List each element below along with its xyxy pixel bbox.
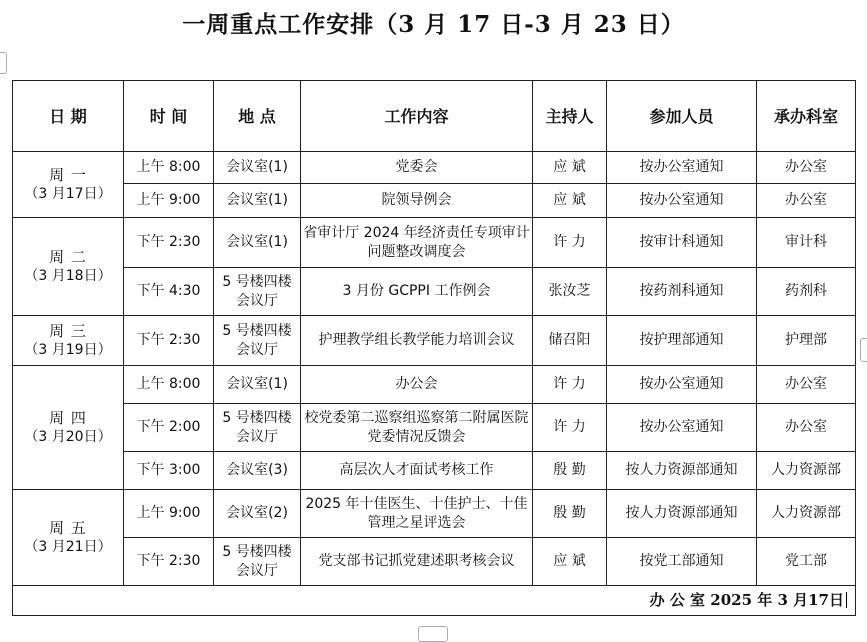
cell-place[interactable]: 5 号楼四楼会议厅 xyxy=(214,404,301,452)
day-cell-friday[interactable] xyxy=(13,490,124,586)
cell-time[interactable]: 下午 2:30 xyxy=(124,218,214,268)
cell-time[interactable]: 上午 8:00 xyxy=(124,152,214,184)
cell-place[interactable]: 会议室(1) xyxy=(214,152,301,184)
page-title: 一周重点工作安排（3 月 17 日-3 月 23 日） xyxy=(182,11,685,38)
left-margin-handle[interactable] xyxy=(0,52,7,74)
day-cell-wednesday[interactable] xyxy=(13,316,124,366)
cell-dept[interactable]: 办公室 xyxy=(757,366,856,404)
cell-time[interactable]: 上午 8:00 xyxy=(124,366,214,404)
header-participants[interactable]: 参加人员 xyxy=(607,81,757,152)
cell-dept[interactable]: 人力资源部 xyxy=(757,490,856,538)
table-row xyxy=(13,404,856,452)
cell-time[interactable]: 上午 9:00 xyxy=(124,490,214,538)
day-date: （3 月21日） xyxy=(24,538,112,555)
cell-dept[interactable]: 办公室 xyxy=(757,404,856,452)
cell-host[interactable]: 储召阳 xyxy=(533,316,607,366)
header-host[interactable]: 主持人 xyxy=(533,81,607,152)
schedule-table xyxy=(12,80,856,616)
cell-dept[interactable]: 审计科 xyxy=(757,218,856,268)
cell-content[interactable]: 院领导例会 xyxy=(301,184,533,218)
cell-participants[interactable]: 按药剂科通知 xyxy=(607,268,757,316)
day-name: 周 五 xyxy=(49,518,87,537)
cell-content[interactable]: 党委会 xyxy=(301,152,533,184)
day-name: 周 四 xyxy=(49,408,87,427)
cell-content[interactable]: 校党委第二巡察组巡察第二附属医院党委情况反馈会 xyxy=(301,404,533,452)
cell-dept[interactable]: 党工部 xyxy=(757,538,856,586)
cell-participants[interactable]: 按护理部通知 xyxy=(607,316,757,366)
day-cell-monday[interactable] xyxy=(13,152,124,218)
cell-host[interactable]: 殷 勤 xyxy=(533,452,607,490)
cell-time[interactable]: 下午 3:00 xyxy=(124,452,214,490)
cell-dept[interactable]: 药剂科 xyxy=(757,268,856,316)
cell-host[interactable]: 许 力 xyxy=(533,366,607,404)
cell-participants[interactable]: 按办公室通知 xyxy=(607,184,757,218)
cell-host[interactable]: 应 斌 xyxy=(533,152,607,184)
cell-content[interactable]: 3 月份 GCPPI 工作例会 xyxy=(301,268,533,316)
cell-participants[interactable]: 按办公室通知 xyxy=(607,152,757,184)
day-date: （3 月17日） xyxy=(24,185,112,202)
cell-participants[interactable]: 按党工部通知 xyxy=(607,538,757,586)
cell-content[interactable]: 2025 年十佳医生、十佳护士、十佳管理之星评选会 xyxy=(301,490,533,538)
cell-content[interactable]: 高层次人才面试考核工作 xyxy=(301,452,533,490)
cell-dept[interactable]: 办公室 xyxy=(757,184,856,218)
day-date: （3 月20日） xyxy=(24,428,112,445)
cell-dept[interactable]: 办公室 xyxy=(757,152,856,184)
day-cell-thursday[interactable] xyxy=(13,366,124,490)
cell-place[interactable]: 5 号楼四楼会议厅 xyxy=(214,316,301,366)
table-row xyxy=(13,490,856,538)
cell-place[interactable]: 5 号楼四楼会议厅 xyxy=(214,268,301,316)
cell-time[interactable]: 下午 4:30 xyxy=(124,268,214,316)
cell-participants[interactable]: 按人力资源部通知 xyxy=(607,452,757,490)
cell-participants[interactable]: 按人力资源部通知 xyxy=(607,490,757,538)
cell-dept[interactable]: 人力资源部 xyxy=(757,452,856,490)
table-row xyxy=(13,152,856,184)
cell-host[interactable]: 应 斌 xyxy=(533,184,607,218)
cell-content[interactable]: 党支部书记抓党建述职考核会议 xyxy=(301,538,533,586)
day-name: 周 三 xyxy=(49,321,87,340)
cell-time[interactable]: 下午 2:30 xyxy=(124,316,214,366)
signature-text: 办 公 室 2025 年 3 月17日 xyxy=(649,591,844,609)
header-place[interactable]: 地 点 xyxy=(214,81,301,152)
day-date: （3 月18日） xyxy=(24,267,112,284)
cell-content[interactable]: 护理教学组长教学能力培训会议 xyxy=(301,316,533,366)
table-resize-handle[interactable] xyxy=(418,626,448,642)
table-row xyxy=(13,452,856,490)
header-date[interactable]: 日 期 xyxy=(13,81,124,152)
header-content[interactable]: 工作内容 xyxy=(301,81,533,152)
cell-place[interactable]: 会议室(3) xyxy=(214,452,301,490)
cell-host[interactable]: 应 斌 xyxy=(533,538,607,586)
table-row xyxy=(13,538,856,586)
cell-place[interactable]: 会议室(2) xyxy=(214,490,301,538)
right-margin-handle[interactable] xyxy=(860,338,867,362)
footer-row xyxy=(13,586,856,616)
table-row xyxy=(13,268,856,316)
cell-time[interactable]: 下午 2:00 xyxy=(124,404,214,452)
cell-host[interactable]: 许 力 xyxy=(533,218,607,268)
signature-cell[interactable] xyxy=(13,586,856,616)
cell-place[interactable]: 会议室(1) xyxy=(214,218,301,268)
cell-place[interactable]: 5 号楼四楼会议厅 xyxy=(214,538,301,586)
cell-participants[interactable]: 按办公室通知 xyxy=(607,404,757,452)
cell-place[interactable]: 会议室(1) xyxy=(214,184,301,218)
table-row xyxy=(13,316,856,366)
day-date: （3 月19日） xyxy=(24,341,112,358)
header-dept[interactable]: 承办科室 xyxy=(757,81,856,152)
header-time[interactable]: 时 间 xyxy=(124,81,214,152)
cell-time[interactable]: 上午 9:00 xyxy=(124,184,214,218)
cell-host[interactable]: 许 力 xyxy=(533,404,607,452)
cell-host[interactable]: 殷 勤 xyxy=(533,490,607,538)
cell-time[interactable]: 下午 2:30 xyxy=(124,538,214,586)
day-name: 周 二 xyxy=(49,247,87,266)
cell-participants[interactable]: 按办公室通知 xyxy=(607,366,757,404)
table-row xyxy=(13,218,856,268)
day-name: 周 一 xyxy=(49,165,87,184)
header-row xyxy=(13,81,856,152)
table-row xyxy=(13,366,856,404)
table-row xyxy=(13,184,856,218)
cell-content[interactable]: 省审计厅 2024 年经济责任专项审计问题整改调度会 xyxy=(301,218,533,268)
text-cursor xyxy=(846,592,847,608)
day-cell-tuesday[interactable] xyxy=(13,218,124,316)
cell-content[interactable]: 办公会 xyxy=(301,366,533,404)
cell-dept[interactable]: 护理部 xyxy=(757,316,856,366)
cell-participants[interactable]: 按审计科通知 xyxy=(607,218,757,268)
cell-place[interactable]: 会议室(1) xyxy=(214,366,301,404)
cell-host[interactable]: 张汝芝 xyxy=(533,268,607,316)
